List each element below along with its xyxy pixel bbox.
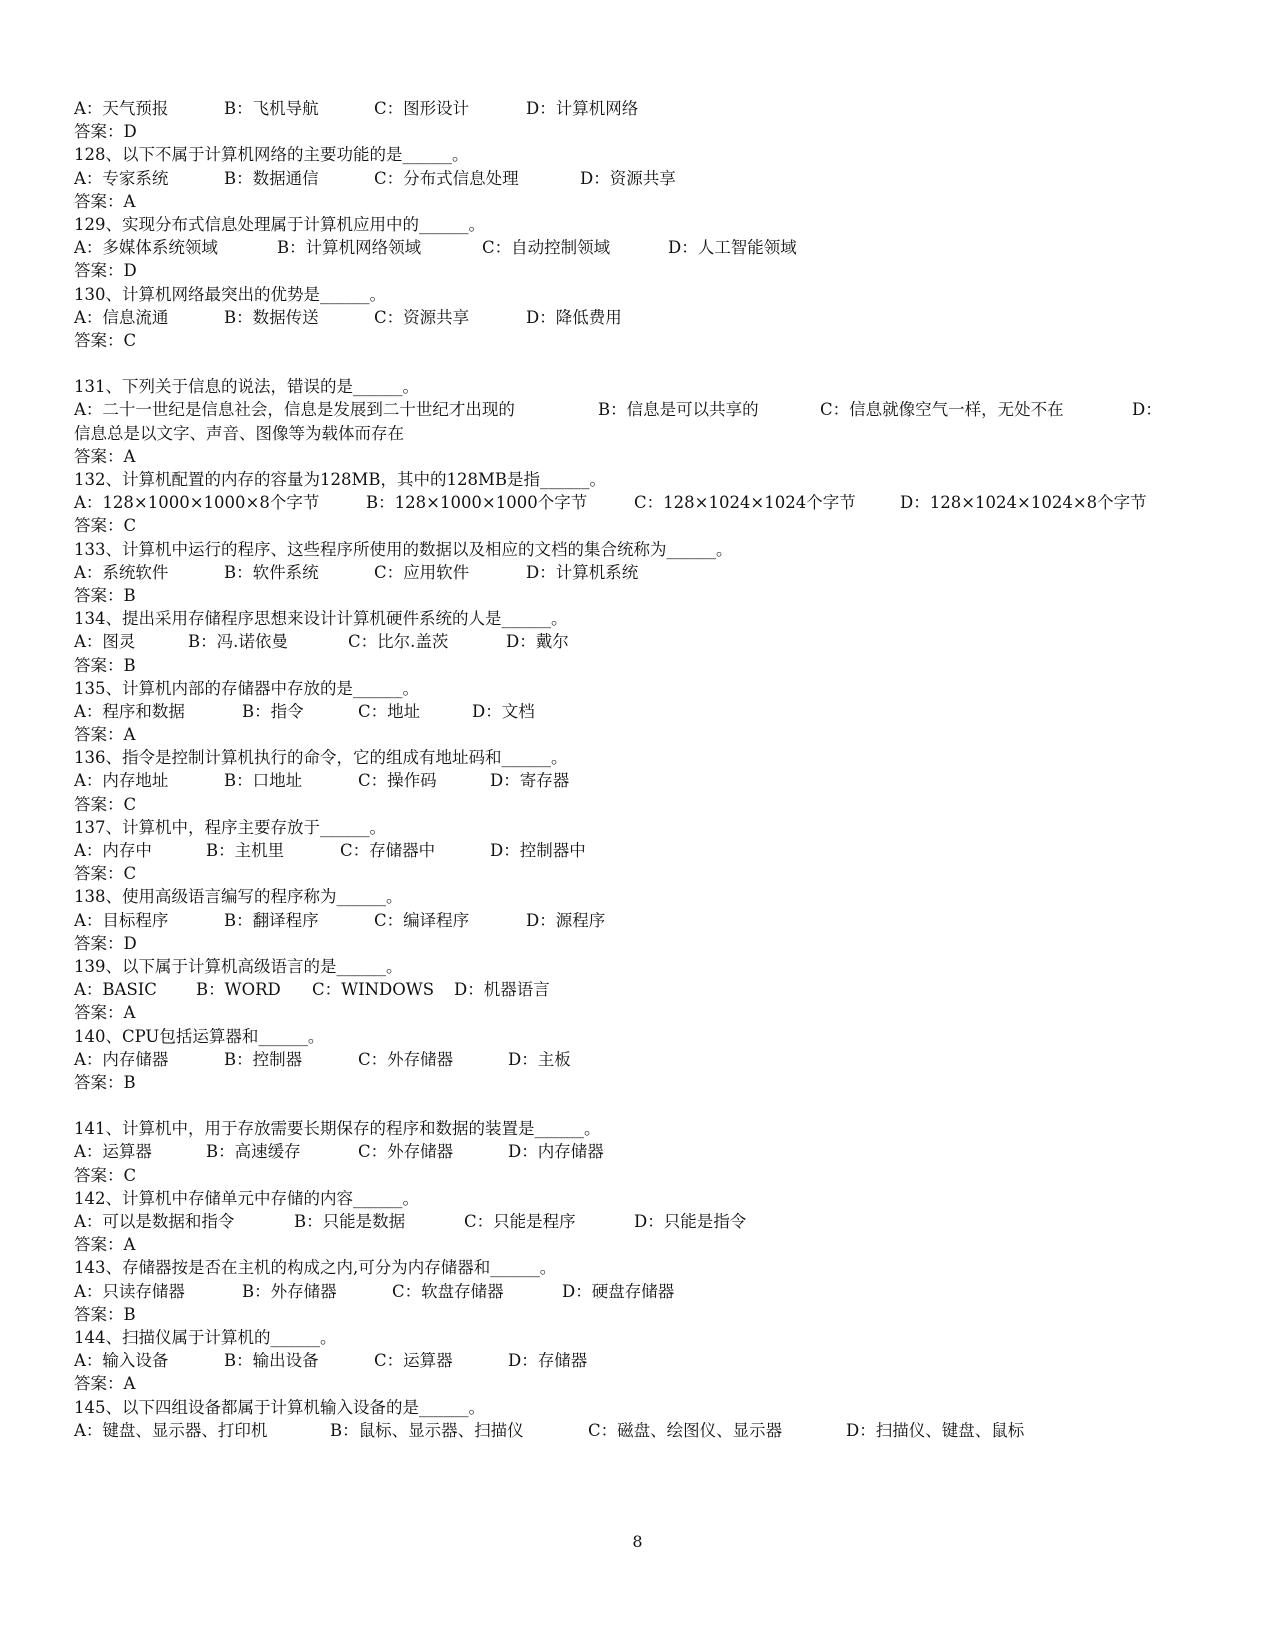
question-140: 140、CPU包括运算器和______。 xyxy=(74,1026,325,1046)
option-c: C：比尔.盖茨 xyxy=(348,632,449,652)
option-c: C：图形设计 xyxy=(374,99,470,118)
question-132: 132、计算机配置的内存的容量为128MB，其中的128MB是指______。 xyxy=(74,470,607,489)
option-c: C：存储器中 xyxy=(340,841,436,860)
option-b: B：指令 xyxy=(242,701,304,721)
option-a: A：专家系统 xyxy=(74,168,169,188)
option-a: A：内存储器 xyxy=(74,1049,169,1069)
option-b: B：计算机网络领域 xyxy=(277,238,422,258)
question-142: 142、计算机中存储单元中存储的内容______。 xyxy=(74,1188,419,1208)
question-135-options xyxy=(74,700,1209,723)
option-b: B：鼠标、显示器、扫描仪 xyxy=(330,1420,524,1440)
option-c: C：外存储器 xyxy=(358,1142,454,1162)
option-d: D：存储器 xyxy=(508,1351,588,1371)
answer-135: 答案：A xyxy=(74,725,136,745)
question-143: 143、存储器按是否在主机的构成之内,可分为内存储器和______。 xyxy=(74,1258,557,1278)
question-144-options xyxy=(74,1349,1209,1372)
option-b: B：翻译程序 xyxy=(224,910,319,930)
option-a: A：二十一世纪是信息社会，信息是发展到二十世纪才出现的 xyxy=(74,400,515,420)
option-d: D：资源共享 xyxy=(580,168,676,188)
answer-131: 答案：A xyxy=(74,446,136,466)
option-d: D：机器语言 xyxy=(454,980,550,1000)
question-145: 145、以下四组设备都属于计算机输入设备的是______。 xyxy=(74,1397,485,1417)
option-c: C：地址 xyxy=(358,701,421,721)
option-c: C：应用软件 xyxy=(374,562,470,582)
answer-137: 答案：C xyxy=(74,864,137,884)
option-a: A：输入设备 xyxy=(74,1351,169,1371)
question-141-options xyxy=(74,1140,1209,1163)
question-138-options xyxy=(74,909,1209,932)
answer-144: 答案：A xyxy=(74,1374,136,1394)
question-140-options xyxy=(74,1048,1209,1071)
option-a: A：可以是数据和指令 xyxy=(74,1212,235,1231)
question-141: 141、计算机中，用于存放需要长期保存的程序和数据的装置是______。 xyxy=(74,1119,601,1139)
option-d: D：戴尔 xyxy=(506,632,569,652)
option-c: C：磁盘、绘图仪、显示器 xyxy=(588,1420,783,1440)
option-d: D：内存储器 xyxy=(508,1142,604,1162)
answer-143: 答案：B xyxy=(74,1304,136,1324)
option-c: C：分布式信息处理 xyxy=(374,168,519,188)
option-a: A：内存地址 xyxy=(74,771,169,791)
question-129-options xyxy=(74,236,1209,259)
option-a: A：运算器 xyxy=(74,1142,152,1162)
question-138: 138、使用高级语言编写的程序称为______。 xyxy=(74,887,403,907)
option-a: A：天气预报 xyxy=(74,99,169,118)
question-135: 135、计算机内部的存储器中存放的是______。 xyxy=(74,678,419,698)
option-b: B：主机里 xyxy=(206,841,285,860)
answer-139: 答案：A xyxy=(74,1003,136,1023)
question-131-options xyxy=(74,398,1209,421)
option-b: B：高速缓存 xyxy=(206,1142,301,1162)
option-a: A：只读存储器 xyxy=(74,1281,185,1301)
option-b: B：飞机导航 xyxy=(224,99,319,118)
question-131-option-d-continued: 信息总是以文字、声音、图像等为载体而存在 xyxy=(74,423,404,443)
question-139: 139、以下属于计算机高级语言的是______。 xyxy=(74,956,403,976)
answer-136: 答案：C xyxy=(74,794,137,814)
question-131: 131、下列关于信息的说法，错误的是______。 xyxy=(74,377,419,397)
question-127-options xyxy=(74,97,1209,120)
answer-134: 答案：B xyxy=(74,655,136,675)
question-130-options xyxy=(74,306,1209,329)
option-d: D：源程序 xyxy=(526,910,606,930)
option-d: D：寄存器 xyxy=(490,771,570,791)
question-129: 129、实现分布式信息处理属于计算机应用中的______。 xyxy=(74,214,485,234)
question-136-options xyxy=(74,769,1209,792)
question-132-options xyxy=(74,491,1209,514)
question-145-options xyxy=(74,1419,1209,1442)
answer-141: 答案：C xyxy=(74,1165,137,1185)
option-d: D： xyxy=(1132,400,1162,420)
option-a: A：BASIC xyxy=(74,980,157,1000)
question-137: 137、计算机中，程序主要存放于______。 xyxy=(74,817,386,837)
option-b: B：控制器 xyxy=(224,1049,303,1069)
option-d: D：只能是指令 xyxy=(634,1212,747,1231)
option-d: D：文档 xyxy=(472,701,535,721)
option-b: B：128×1000×1000个字节 xyxy=(366,493,588,513)
answer-132: 答案：C xyxy=(74,516,137,536)
option-b: B：数据通信 xyxy=(224,168,319,188)
answer-128: 答案：A xyxy=(74,191,136,211)
question-130: 130、计算机网络最突出的优势是______。 xyxy=(74,284,386,304)
option-d: D：主板 xyxy=(508,1049,571,1069)
option-a: A：程序和数据 xyxy=(74,701,185,721)
question-134-options xyxy=(74,630,1209,653)
option-c: C：编译程序 xyxy=(374,910,470,930)
page-number: 8 xyxy=(632,1532,643,1551)
option-c: C：运算器 xyxy=(374,1351,453,1371)
question-128: 128、以下不属于计算机网络的主要功能的是______。 xyxy=(74,145,469,165)
question-143-options xyxy=(74,1280,1209,1303)
answer-129: 答案：D xyxy=(74,261,137,281)
option-a: A：系统软件 xyxy=(74,562,169,582)
option-a: A：128×1000×1000×8个字节 xyxy=(74,493,320,513)
question-128-options xyxy=(74,167,1209,190)
option-c: C：只能是程序 xyxy=(464,1212,576,1231)
question-133: 133、计算机中运行的程序、这些程序所使用的数据以及相应的文档的集合统称为______。 xyxy=(74,539,733,559)
option-b: B：WORD xyxy=(196,980,281,1000)
option-c: C：自动控制领域 xyxy=(482,238,611,258)
section-gap xyxy=(74,1094,1209,1117)
option-a: A：目标程序 xyxy=(74,910,169,930)
option-d: D：扫描仪、键盘、鼠标 xyxy=(846,1420,1025,1440)
option-c: C：资源共享 xyxy=(374,307,470,327)
option-a: A：多媒体系统领域 xyxy=(74,238,218,258)
option-b: B：软件系统 xyxy=(224,562,319,582)
option-b: B：信息是可以共享的 xyxy=(598,400,759,420)
option-b: B：口地址 xyxy=(224,771,303,791)
option-d: D：人工智能领域 xyxy=(668,238,797,258)
answer-142: 答案：A xyxy=(74,1235,136,1255)
option-b: B：外存储器 xyxy=(242,1281,337,1301)
option-c: C：软盘存储器 xyxy=(392,1281,504,1301)
answer-138: 答案：D xyxy=(74,933,137,953)
question-144: 144、扫描仪属于计算机的______。 xyxy=(74,1327,337,1347)
section-gap xyxy=(74,352,1209,375)
option-d: D：计算机系统 xyxy=(526,562,639,582)
option-b: B：冯.诺依曼 xyxy=(188,632,288,652)
option-a: A：信息流通 xyxy=(74,307,169,327)
option-c: C：外存储器 xyxy=(358,1049,454,1069)
option-d: D：控制器中 xyxy=(490,841,586,860)
option-a: A：内存中 xyxy=(74,841,152,860)
question-142-options xyxy=(74,1210,1209,1233)
option-b: B：只能是数据 xyxy=(294,1212,406,1231)
option-b: B：数据传送 xyxy=(224,307,319,327)
answer-140: 答案：B xyxy=(74,1072,136,1092)
answer-127: 答案：D xyxy=(74,122,137,142)
option-a: A：图灵 xyxy=(74,632,136,652)
option-d: D：硬盘存储器 xyxy=(562,1281,675,1301)
option-c: C：操作码 xyxy=(358,771,437,791)
option-b: B：输出设备 xyxy=(224,1351,319,1371)
question-139-options xyxy=(74,978,1209,1001)
question-134: 134、提出采用存储程序思想来设计计算机硬件系统的人是______。 xyxy=(74,609,568,629)
answer-130: 答案：C xyxy=(74,330,137,350)
option-d: D：降低费用 xyxy=(526,307,622,327)
question-133-options xyxy=(74,561,1209,584)
question-137-options xyxy=(74,839,1209,862)
question-136: 136、指令是控制计算机执行的命令，它的组成有地址码和______。 xyxy=(74,748,568,768)
question-list xyxy=(74,97,1209,1442)
option-c: C：128×1024×1024个字节 xyxy=(634,493,856,513)
option-c: C：WINDOWS xyxy=(312,980,435,1000)
option-d: D：128×1024×1024×8个字节 xyxy=(900,493,1147,513)
option-c: C：信息就像空气一样，无处不在 xyxy=(820,400,1064,420)
option-a: A：键盘、显示器、打印机 xyxy=(74,1420,268,1440)
answer-133: 答案：B xyxy=(74,585,136,605)
option-d: D：计算机网络 xyxy=(526,99,639,118)
